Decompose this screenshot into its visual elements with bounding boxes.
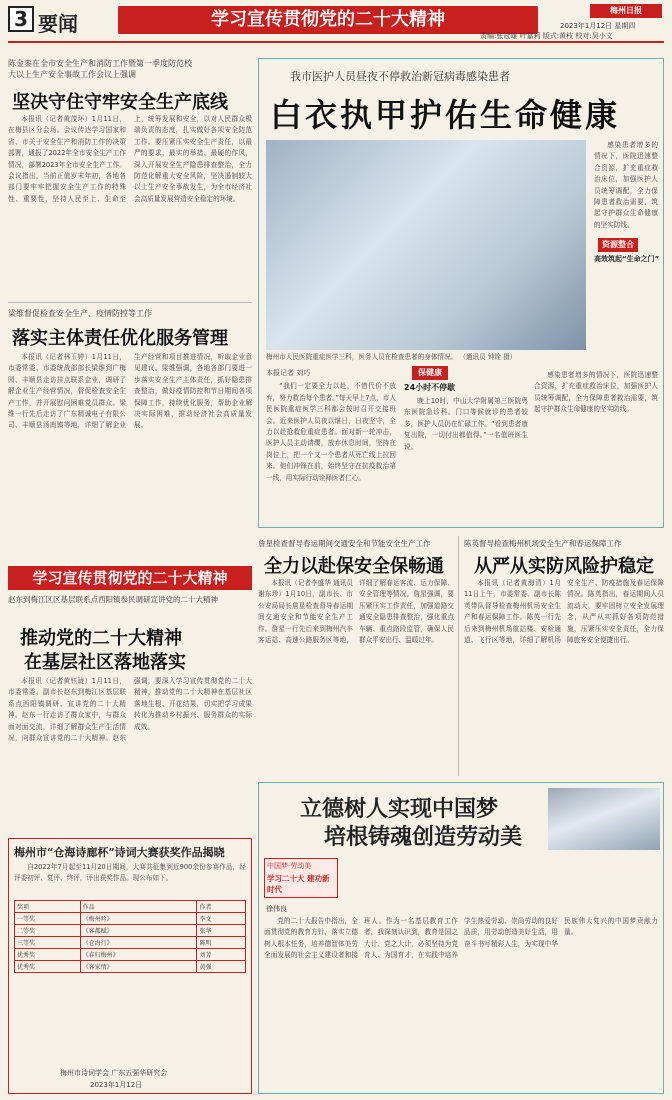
poetry-header: 作者 xyxy=(197,901,246,913)
poetry-title: 梅州市“仓海诗廊杯”诗词大赛获奖作品揭晓 xyxy=(14,846,225,859)
bottom-author: 徐伟良 xyxy=(266,905,287,913)
top-banner-text: 学习宣传贯彻党的二十大精神 xyxy=(211,9,445,30)
bottom-title1: 立德树人实现中国梦 xyxy=(300,796,499,822)
table-row: 优秀奖 《春归梅州》 刘芳 xyxy=(15,949,246,961)
article1-body: 本报讯（记者黄茂环）1月11日，在梅县区分会场。会议传达学习国家和省、市关于安全生产和消防工作的决策部署，通报了2022年全市安全生产工作情况，部署2023年全市安全生产工作。会议指出，当前正值岁末年初，各地各部门要牢牢把握安全生产工作的特殊性、重要性，坚持人民至上、生命至上，统筹发展和安全，以对人民群众极端负责的态度，扎实做好各项安全防范工作。要压紧压实安全生产责任，以最严的要求、最实的举措、最硬的作风，深入开展安全生产隐患排查整治，全力防范化解重大安全风险，坚决遏制较大以上生产安全事故发生，为全市经济社会高质量发展营造安全稳定的环境。 xyxy=(8,115,252,203)
page-header xyxy=(0,0,672,40)
poetry-footer2: 2023年1月12日 xyxy=(90,1081,143,1089)
feature-subhead1: 24小时不停歇 xyxy=(404,383,456,392)
special-banner: 学习宣传贯彻党的二十大精神 xyxy=(8,566,252,590)
feature-photo xyxy=(266,140,586,350)
special-body: 本报讯（记者黄钰珑）1月11日，市委常委、副市长赵东到梅江区基层联系点西阳镇调研、宣讲党的二十大精神。赵东一行走访了群众家中，与群众面对面交流，详细了解群众生产生活情况，向群众宣讲党的二十大精神。赵东强调，要深入学习宣传贯彻党的二十大精神，推动党的二十大精神在基层社区落地生根、开花结果，切实把学习成果转化为推动乡村振兴、服务群众的实际成效。 xyxy=(8,677,252,743)
article1-title: 坚决守住守牢安全生产底线 xyxy=(12,92,228,113)
feature-side-text: 感染患者增多的情况下，医院迅速整合资源，扩充重症救治床位，加强医护人员统筹调配，全力保障患者救治需要，筑起守护群众生命健康的坚实防线。 xyxy=(594,141,658,229)
header-rule xyxy=(8,41,664,43)
article2-title: 落实主体责任优化服务管理 xyxy=(12,328,228,349)
feature-tag2: 资源整合 xyxy=(598,238,638,252)
bottom-body: 党的二十大报告中指出，全面贯彻党的教育方针，落实立德树人根本任务，培养德智体美劳全面发展的社会主义建设者和接班人。作为一名基层教育工作者，我深刻认识到，教育是国之大计、党之大计，必须坚持为党育人、为国育才，在实践中培养学生热爱劳动、崇尚劳动的良好品质，用劳动创造美好生活，用奋斗书写精彩人生，为实现中华民族伟大复兴的中国梦贡献力量。 xyxy=(264,917,658,960)
article3-body: 本报讯（记者李盛华 通讯员谢东珍）1月10日，副市长、市公安局局长詹星检查督导春运期间交通安全和节能安全生产工作。詹星一行先后来到梅州汽车客运站、高速公路服务区等地，详细了解春运客流、运力保障、安全管理等情况。詹星强调，要压紧压实工作责任，加强道路交通安全隐患排查整治，强化重点车辆、重点路段监管，确保人民群众平安出行、温暖过年。 xyxy=(258,579,454,645)
special-kicker: 赵东到梅江区区基层联系点西阳镇参民调研宣讲党的二十大精神 xyxy=(8,595,218,604)
page-number: 3 xyxy=(8,6,34,32)
article4-kicker: 陈英督导检查梅州机场安全生产和春运保障工作 xyxy=(464,539,622,548)
article4-title: 从严从实防风险护稳定 xyxy=(474,556,654,577)
special-title2: 在基层社区落地落实 xyxy=(24,652,186,673)
article3-title: 全力以赴保安全保畅通 xyxy=(264,556,444,577)
editor-line: 责编:张冠雄 叶嘉莉 版式:黄枝 校对:吴小文 xyxy=(480,32,613,40)
divider xyxy=(458,536,459,776)
special-title1: 推动党的二十大精神 xyxy=(20,628,182,649)
poetry-intro: 自2022年7月起至11月20日期间，大赛共征集到近900余份参赛作品，经评委初评、复评、终评，评出获奖作品。现公布如下。 xyxy=(14,863,246,883)
table-row: 优秀奖 《客家情》 黄强 xyxy=(15,961,246,973)
poetry-header: 奖项 xyxy=(15,901,81,913)
divider xyxy=(8,302,252,303)
feature-title: 白衣执甲护佑生命健康 xyxy=(270,96,621,134)
article2-kicker: 梁维督促检查安全生产、疫情防控等工作 xyxy=(8,309,152,318)
table-row: 一等奖 《梅州吟》 李文 xyxy=(15,913,246,925)
feature-subhead2: 高效筑起“生命之门” xyxy=(594,255,660,263)
section-title: 要闻 xyxy=(38,12,78,36)
table-row: 三等奖 《仓海行》 陈明 xyxy=(15,937,246,949)
poetry-header: 作品 xyxy=(80,901,197,913)
column-badge: 中国梦·劳动美 学习二十大 建功新时代 xyxy=(264,858,338,898)
article4-body: 本报讯（记者黄海清）1月11日上午，市委常委、副市长陈英带队督导检查梅州机场安全生产和春运保障工作。陈英一行先后来到梅州机场航站楼、安检通道、飞行区等地，详细了解机场安全生产、防疫措施及春运保障情况。陈英指出，春运期间人员流动大，要牢固树立安全发展理念，从严从实抓好各项防范措施，压紧压实安全责任，全力保障旅客安全便捷出行。 xyxy=(464,579,664,645)
feature-tag: 保健康 xyxy=(412,366,448,380)
feature-kicker: 我市医护人员昼夜不停救治新冠病毒感染患者 xyxy=(290,70,510,83)
feature-body2: 晚上10时，中山大学附属第三医院粤东医院急诊科。门口等候就诊的患者较多，医护人员仍在忙碌工作。“看到患者康复出院，一切付出都值得。”一名值班医生说。 xyxy=(404,397,528,451)
bottom-photo xyxy=(548,788,660,850)
feature-body1: 本报记者 刘巧 “我们一定要全力以赴，不惜代价不放弃，努力救治每个患者。”每天早上7点，市人民医院重症医学三科都会按时召开交接班会。近来医护人员夜以继日，日夜坚守，全力以赴抢救危重症患者。面对新一轮冲击，医护人员主动请缨，放弃休息时间，坚持在岗位上，把一个又一个患者从死亡线上拉回来。他们冲锋在前，始终坚守在抗疫救治第一线，用实际行动诠释医者仁心。 xyxy=(266,369,396,482)
article1-kicker: 陈金銮在全市安全生产和消防工作暨第一季度防范校 大以上生产安全事故工作会议上强调 xyxy=(8,59,192,79)
poetry-table xyxy=(14,900,246,973)
article2-body: 本报讯（记者林玉婷）1月11日，市委常委、市委统战部部长梁维到广梅园、丰顺县走访挂点联系企业，调研了解企业生产经营情况，督促检查安全生产工作，并开展慰问困难党员群众。梁维一行先后走访了广东精诚电子有限公司、丰顺县汤南镇等地，详细了解企业生产经营和项目推进情况，听取企业意见建议。梁维强调，各地各部门要进一步落实安全生产主体责任，抓好隐患排查整治，做好疫情防控和节日期间各项保障工作，持续优化服务，帮助企业解决实际困难，推动经济社会高质量发展。 xyxy=(8,353,252,430)
feature-body3: 感染患者增多的情况下，医院迅速整合资源，扩充重症救治床位，加强医护人员统筹调配，全力保障患者救治需要，筑起守护群众生命健康的坚实防线。 xyxy=(534,371,658,414)
table-row: 二等奖 《客都赋》 张华 xyxy=(15,925,246,937)
top-banner xyxy=(118,6,538,34)
bottom-title2: 培根铸魂创造劳动美 xyxy=(324,824,523,850)
feature-caption: 梅州市人民医院重症医学三科，医务人员在检查患者的身体情况。 （通讯员 钟铨 摄） xyxy=(266,353,517,361)
newspaper-logo: 梅州日报 xyxy=(590,4,662,18)
poetry-footer1: 梅州市诗词学会 广东五强华研究会 xyxy=(60,1069,168,1077)
article3-kicker: 詹星检查督导春运期间交通安全和节能安全生产工作 xyxy=(258,539,431,548)
issue-date: 2023年1月12日 星期四 xyxy=(560,22,636,30)
